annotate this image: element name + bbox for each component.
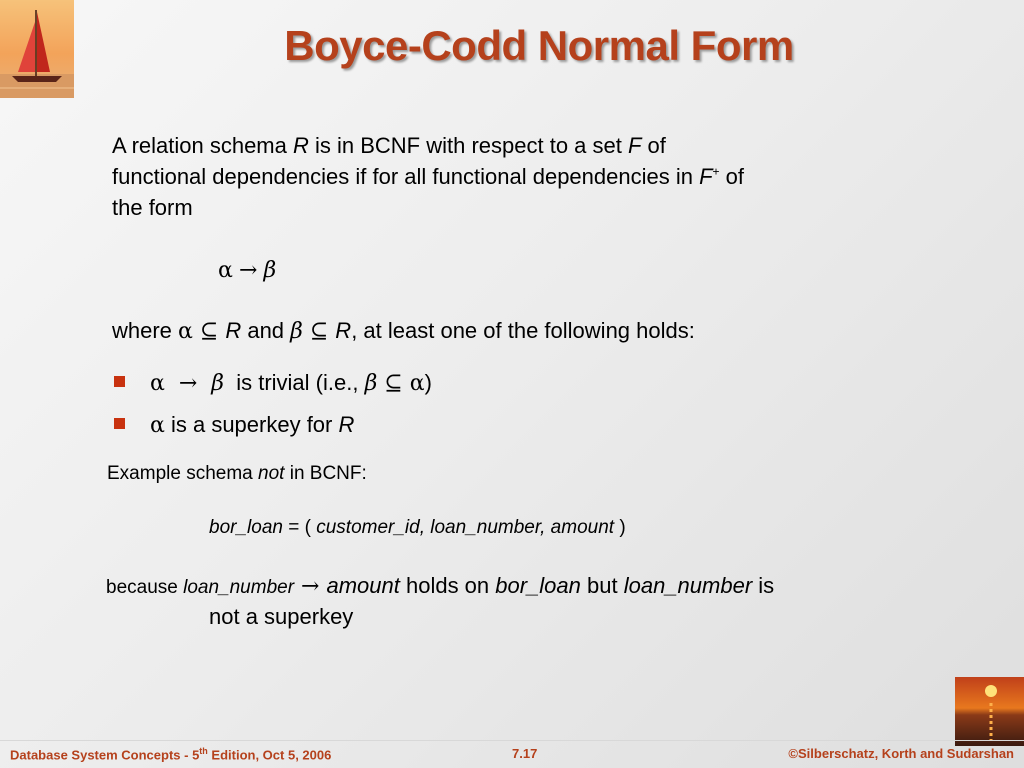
bullet-text: ) — [424, 370, 432, 395]
schema-attributes: customer_id, loan_number, amount — [316, 517, 615, 538]
where-line — [112, 318, 695, 344]
relation-name: bor_loan — [495, 573, 581, 598]
beta-symbol: β — [211, 371, 224, 396]
arrow-symbol: → — [164, 371, 212, 396]
intro-line-2 — [112, 164, 744, 190]
example-text: in BCNF: — [284, 463, 367, 484]
alpha-symbol: α — [218, 258, 233, 283]
fd-expression — [218, 257, 276, 283]
beta-symbol: β — [290, 319, 303, 344]
subset-symbol: ⊆ — [192, 319, 226, 344]
where-text: , at least one of the following holds: — [351, 318, 695, 343]
subset-symbol: ⊆ — [377, 371, 410, 396]
arrow-symbol: → — [238, 258, 258, 283]
intro-text: functional dependencies if for all functional dependencies in — [112, 164, 700, 189]
footer-book: Database System Concepts - 5 — [10, 747, 200, 763]
example-text: Example schema — [107, 463, 259, 484]
because-text: because — [106, 577, 184, 598]
bullet-text: is trivial (i.e., — [223, 370, 365, 395]
fd-set-symbol: F — [699, 164, 713, 189]
arrow-symbol: → — [294, 574, 327, 599]
schema-close: ) — [614, 517, 626, 538]
because-line-2: not a superkey — [209, 604, 354, 629]
schema-eq: = ( — [282, 517, 317, 538]
intro-text: of — [641, 133, 666, 158]
relation-symbol: R — [225, 318, 242, 343]
beta-symbol: β — [263, 258, 277, 283]
footer-copyright: ©Silberschatz, Korth and Sudarshan — [788, 746, 1014, 761]
emphasis-not: not — [258, 463, 285, 484]
fd-lhs: loan_number — [623, 573, 753, 598]
footer-page-number: 7.17 — [512, 746, 538, 761]
where-text: and — [241, 318, 291, 343]
bullet-square-icon — [114, 418, 125, 429]
fd-set-symbol: F — [627, 133, 642, 158]
schema-name: bor_loan — [209, 517, 283, 538]
footer-sup: th — [199, 746, 208, 756]
intro-line-1 — [112, 133, 666, 159]
closure-superscript: + — [712, 164, 720, 179]
schema-definition — [209, 517, 626, 539]
intro-text: of — [719, 164, 745, 189]
fd-rhs: amount — [326, 573, 400, 598]
relation-symbol: R — [338, 412, 355, 437]
because-text: holds on — [399, 573, 496, 598]
footer-edition: Edition, Oct 5, 2006 — [207, 747, 332, 763]
slide-title: Boyce-Codd Normal Form — [284, 22, 794, 69]
because-text: is — [752, 573, 775, 598]
because-line — [106, 573, 774, 599]
beta-symbol: β — [364, 371, 378, 396]
subset-symbol: ⊆ — [302, 319, 336, 344]
intro-text: A relation schema — [112, 133, 293, 158]
alpha-symbol: α — [409, 371, 425, 396]
because-text: but — [580, 573, 624, 598]
alpha-symbol: α — [150, 413, 165, 438]
fd-lhs: loan_number — [183, 577, 295, 598]
bullet-text: is a superkey for — [164, 412, 339, 437]
bullet-trivial — [150, 370, 432, 396]
relation-symbol: R — [335, 318, 352, 343]
footer-left — [10, 746, 331, 762]
sunset-logo — [955, 677, 1024, 746]
alpha-symbol: α — [150, 371, 165, 396]
example-line — [107, 463, 367, 485]
relation-symbol: R — [292, 133, 309, 158]
where-text: where — [112, 318, 179, 343]
bullet-superkey — [150, 412, 354, 438]
intro-line-3: the form — [112, 195, 193, 220]
footer-divider — [0, 740, 1024, 741]
intro-text: is in BCNF with respect to a set — [308, 133, 628, 158]
bullet-square-icon — [114, 376, 125, 387]
alpha-symbol: α — [178, 319, 193, 344]
